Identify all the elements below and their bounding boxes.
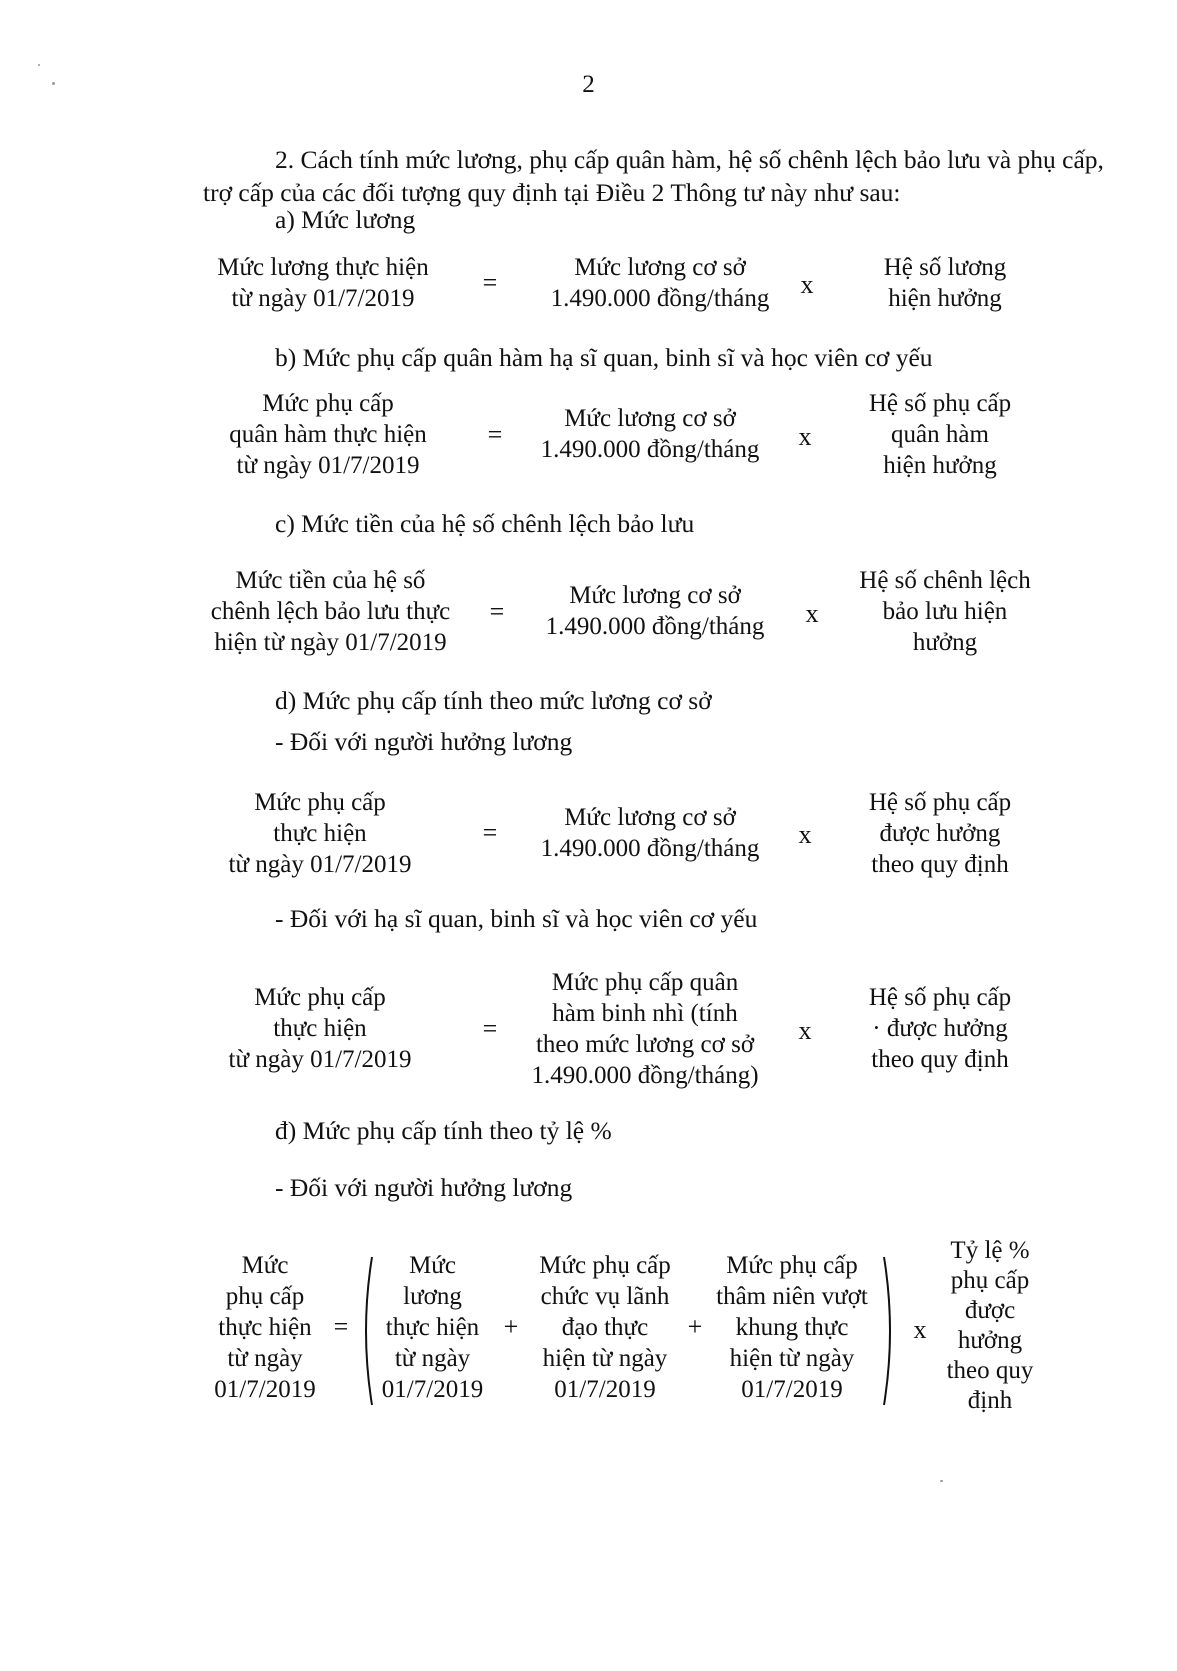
plus-sign: + — [687, 1312, 703, 1341]
formula-text-line: định — [967, 1387, 1013, 1414]
formula-text-line: 1.490.000 đồng/tháng — [540, 436, 760, 463]
formula-text-line: từ ngày 01/7/2019 — [231, 285, 415, 312]
formula-d2-middle — [505, 967, 785, 1091]
formula-text-line: theo quy — [946, 1357, 1034, 1384]
formula-text-line: hiện từ ngày — [542, 1345, 668, 1372]
formula-text-line: Mức phụ cấp — [254, 984, 386, 1011]
formula-dd-term1 — [370, 1250, 495, 1405]
formula-text-line: 01/7/2019 — [381, 1376, 484, 1403]
subheading-d-1: - Đối với người hưởng lương — [275, 727, 573, 756]
formula-text-line: 1.490.000 đồng/tháng — [550, 285, 770, 312]
scan-speck — [52, 82, 55, 85]
formula-text-line: Hệ số phụ cấp — [868, 984, 1012, 1011]
formula-dd-right — [935, 1236, 1045, 1416]
scan-speck — [38, 64, 40, 66]
formula-text-line: theo quy định — [871, 1046, 1009, 1073]
formula-text-line: 1.490.000 đồng/tháng — [545, 613, 765, 640]
heading-c: c) Mức tiền của hệ số chênh lệch bảo lưu — [275, 509, 695, 538]
heading-b: b) Mức phụ cấp quân hàm hạ sĩ quan, binh sĩ và học viên cơ yếu — [275, 343, 933, 372]
formula-text-line: Mức — [241, 1252, 289, 1279]
subheading-d-2: - Đối với hạ sĩ quan, binh sĩ và học viên cơ yếu — [275, 904, 758, 933]
formula-text-line: Mức — [409, 1252, 456, 1279]
formula-text-line: hiện hưởng — [883, 452, 997, 479]
formula-c-middle — [515, 580, 795, 642]
right-parenthesis — [878, 1255, 900, 1407]
times-sign: x — [913, 1315, 927, 1344]
formula-dd-left — [200, 1250, 330, 1405]
formula-d2-left — [195, 982, 445, 1075]
formula-c-right — [830, 565, 1060, 658]
formula-text-line: theo quy định — [871, 851, 1009, 878]
equals-sign: = — [482, 818, 498, 847]
scan-speck — [940, 1480, 943, 1482]
times-sign: x — [798, 820, 812, 849]
formula-text-line: hiện từ ngày 01/7/2019 — [214, 629, 447, 656]
formula-text-line: theo mức lương cơ sở — [535, 1031, 755, 1058]
formula-text-line: chênh lệch bảo lưu thực — [210, 598, 451, 625]
formula-text-line: Mức tiền của hệ số — [235, 567, 426, 594]
formula-text-line: hưởng — [912, 629, 978, 656]
formula-text-line: hưởng — [957, 1327, 1023, 1354]
formula-text-line: hiện hưởng — [888, 285, 1002, 312]
formula-text-line: Mức lương cơ sở — [574, 254, 746, 281]
equals-sign: = — [333, 1312, 349, 1341]
formula-text-line: phụ cấp — [225, 1283, 305, 1310]
formula-dd-term2 — [520, 1250, 690, 1405]
formula-text-line: Mức lương thực hiện — [217, 254, 429, 281]
formula-d1-left — [195, 787, 445, 880]
formula-text-line: quân hàm — [891, 421, 989, 448]
formula-text-line: Hệ số phụ cấp — [868, 390, 1012, 417]
subheading-dd-1: - Đối với người hưởng lương — [275, 1173, 573, 1202]
formula-text-line: chức vụ lãnh — [540, 1283, 670, 1310]
formula-text-line: Mức lương cơ sở — [564, 804, 736, 831]
formula-text-line: Mức phụ cấp — [262, 390, 394, 417]
times-sign: x — [798, 422, 812, 451]
formula-text-line: quân hàm thực hiện — [229, 421, 427, 448]
intro-paragraph: 2. Cách tính mức lương, phụ cấp quân hàm, hệ số chênh lệch bảo lưu và phụ cấp, trợ cấp của các đối tượng quy định tại Điều 2 Thông tư này như sau: — [203, 145, 1104, 207]
formula-text-line: từ ngày — [394, 1345, 471, 1372]
heading-a: a) Mức lương — [275, 205, 416, 234]
formula-text-line: Mức phụ cấp — [726, 1252, 858, 1279]
formula-text-line: được — [964, 1297, 1016, 1324]
formula-dd-term3 — [702, 1250, 882, 1405]
times-sign: x — [798, 1016, 812, 1045]
plus-sign: + — [503, 1312, 519, 1341]
formula-d1-middle — [510, 802, 790, 864]
formula-d1-right — [830, 787, 1050, 880]
formula-text-line: 1.490.000 đồng/tháng) — [531, 1062, 759, 1089]
formula-text-line: 1.490.000 đồng/tháng — [540, 835, 760, 862]
formula-text-line: hiện từ ngày — [729, 1345, 855, 1372]
formula-text-line: hàm binh nhì (tính — [552, 1000, 738, 1027]
formula-text-line: Hệ số lương — [883, 254, 1007, 281]
times-sign: x — [800, 270, 814, 299]
formula-b-middle — [510, 403, 790, 465]
formula-text-line: Mức phụ cấp — [254, 789, 386, 816]
formula-text-line: · được hưởng — [872, 1015, 1008, 1042]
formula-text-line: bảo lưu hiện — [882, 598, 1008, 625]
formula-text-line: thâm niên vượt — [716, 1283, 868, 1310]
formula-text-line: từ ngày 01/7/2019 — [228, 1046, 412, 1073]
formula-text-line: 01/7/2019 — [214, 1376, 316, 1403]
page-number: 2 — [582, 71, 595, 98]
formula-a-right — [840, 252, 1050, 314]
formula-text-line: khung thực — [735, 1314, 849, 1341]
formula-text-line: đạo thực — [561, 1314, 649, 1341]
formula-text-line: Mức phụ cấp quân — [551, 969, 739, 996]
formula-text-line: từ ngày — [227, 1345, 303, 1372]
formula-text-line: được hưởng — [879, 820, 1001, 847]
formula-text-line: 01/7/2019 — [741, 1376, 843, 1403]
equals-sign: = — [482, 268, 498, 297]
formula-text-line: Mức lương cơ sở — [569, 582, 741, 609]
formula-text-line: thực hiện — [273, 820, 367, 847]
formula-text-line: Tỷ lệ % — [950, 1237, 1030, 1264]
formula-text-line: phụ cấp — [950, 1267, 1030, 1294]
formula-text-line: lương — [403, 1283, 462, 1310]
formula-text-line: thực hiện — [385, 1314, 480, 1341]
formula-text-line: thực hiện — [273, 1015, 367, 1042]
heading-dd: đ) Mức phụ cấp tính theo tỷ lệ % — [275, 1116, 612, 1145]
formula-b-right — [835, 388, 1045, 481]
formula-a-left — [198, 252, 448, 314]
equals-sign: = — [482, 1014, 498, 1043]
formula-text-line: từ ngày 01/7/2019 — [236, 452, 420, 479]
equals-sign: = — [487, 420, 503, 449]
times-sign: x — [805, 599, 819, 628]
formula-c-left — [193, 565, 468, 658]
formula-text-line: 01/7/2019 — [554, 1376, 656, 1403]
formula-a-middle — [520, 252, 800, 314]
formula-b-left — [203, 388, 453, 481]
heading-d: d) Mức phụ cấp tính theo mức lương cơ sở — [275, 686, 712, 715]
formula-text-line: Mức phụ cấp — [539, 1252, 671, 1279]
formula-text-line: thực hiện — [218, 1314, 312, 1341]
formula-d2-right — [830, 982, 1050, 1075]
formula-text-line: Mức lương cơ sở — [564, 405, 736, 432]
formula-text-line: từ ngày 01/7/2019 — [228, 851, 412, 878]
formula-text-line: Hệ số phụ cấp — [868, 789, 1012, 816]
formula-text-line: Hệ số chênh lệch — [859, 567, 1031, 594]
equals-sign: = — [489, 597, 505, 626]
